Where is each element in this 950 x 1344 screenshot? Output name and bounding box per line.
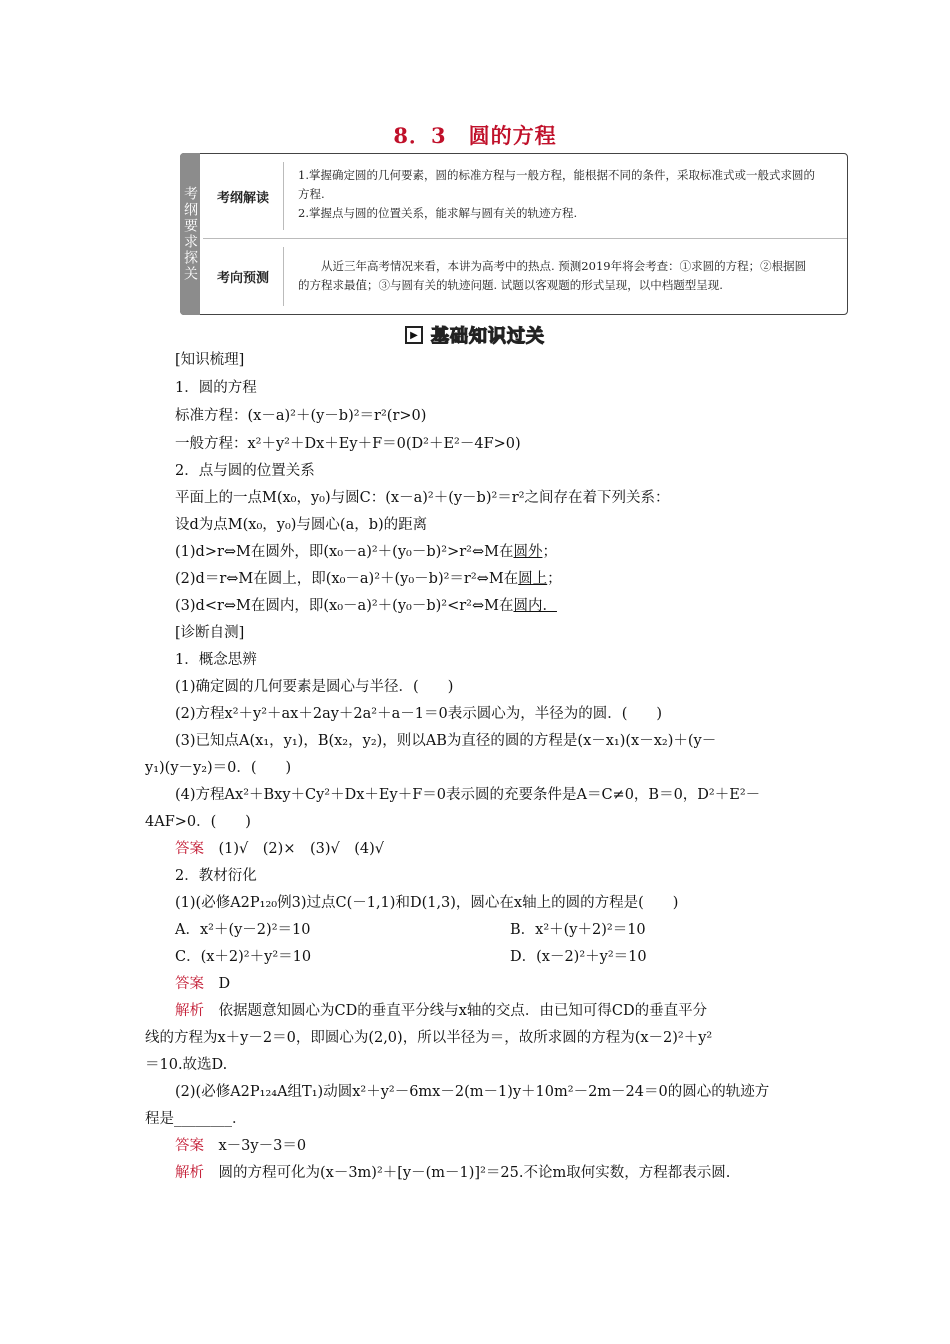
text-line: 设d为点M(x₀，y₀)与圆心(a，b)的距离 xyxy=(175,517,428,533)
analysis-label: 解析 xyxy=(175,1003,204,1019)
heading: 2．点与圆的位置关系 xyxy=(175,463,315,479)
forecast-row xyxy=(203,239,847,314)
text-span: ； xyxy=(542,544,557,560)
text-line: 4AF>0．( ) xyxy=(145,814,251,830)
row-label: 考纲解读 xyxy=(203,162,284,230)
analysis-line xyxy=(145,998,815,1025)
text-span: (2)d＝r⇔M在圆上，即(x₀－a)²＋(y₀－b)²＝r²⇔M在 xyxy=(175,571,519,587)
analysis-text: 圆的方程可化为(x－3m)²＋[y－(m－1)]²＝25.不论m取何实数，方程都表示圆. xyxy=(218,1165,731,1181)
heading: 1．圆的方程 xyxy=(175,380,257,396)
answer-line xyxy=(145,836,815,863)
blank-answer: 圆外 xyxy=(513,544,543,560)
text-line: (1)(必修A2P₁₂₀例3)过点C(－1,1)和D(1,3)，圆心在x轴上的圆的方程是( ) xyxy=(175,895,679,911)
text-line: 程是________． xyxy=(145,1111,247,1127)
answer-text: x－3y－3＝0 xyxy=(218,1138,307,1154)
answer-text: D xyxy=(218,976,231,992)
text-line: ＝10.故选D. xyxy=(145,1057,228,1073)
answer-label: 答案 xyxy=(175,841,204,857)
answer-line xyxy=(145,971,815,998)
text-line: y₁)(y－y₂)＝0．( ) xyxy=(145,760,292,776)
main-content xyxy=(145,346,815,1187)
text-line xyxy=(145,593,815,620)
row-line: 1.掌握确定圆的几何要素，圆的标准方程与一般方程，能根据不同的条件，采取标准式或一般式求圆的 xyxy=(298,168,815,182)
options-row xyxy=(145,917,815,944)
row-text xyxy=(284,239,847,314)
text-line xyxy=(145,566,815,593)
answer-text: (1)√ (2)× (3)√ (4)√ xyxy=(218,841,385,857)
text-line: (4)方程Ax²＋Bxy＋Cy²＋Dx＋Ey＋F＝0表示圆的充要条件是A＝C≠0，B＝0，D²＋E²－ xyxy=(175,787,761,803)
text-line: (2)方程x²＋y²＋ax＋2ay＋2a²＋a－1＝0表示圆心为，半径为的圆．( ) xyxy=(175,706,663,722)
answer-label: 答案 xyxy=(175,1138,204,1154)
text-line: 线的方程为x＋y－2＝0，即圆心为(2,0)，所以半径为＝，故所求圆的方程为(x－2)²＋y² xyxy=(145,1030,713,1046)
section-label: [知识梳理] xyxy=(175,352,245,368)
option-d: D．(x－2)²＋y²＝10 xyxy=(510,949,647,965)
text-line: (1)确定圆的几何要素是圆心与半径．( ) xyxy=(175,679,454,695)
text-span: ； xyxy=(547,571,562,587)
row-line: 的方程求最值；③与圆有关的轨迹问题. 试题以客观题的形式呈现，以中档题型呈现. xyxy=(298,277,723,292)
banner-text: 基础知识过关 xyxy=(431,326,545,347)
section-banner xyxy=(0,322,950,348)
answer-line xyxy=(145,1133,815,1160)
blank-answer: 圆上 xyxy=(518,571,548,587)
exam-outline-box xyxy=(180,153,848,315)
section-label: [诊断自测] xyxy=(175,625,245,641)
text-line: 标准方程：(x－a)²＋(y－b)²＝r²(r>0) xyxy=(175,408,427,424)
text-span: (1)d>r⇔M在圆外，即(x₀－a)²＋(y₀－b)²>r²⇔M在 xyxy=(175,544,514,560)
row-label: 考向预测 xyxy=(203,247,284,306)
analysis-text: 依据题意知圆心为CD的垂直平分线与x轴的交点．由已知可得CD的垂直平分 xyxy=(218,1003,708,1019)
text-line: (2)(必修A2P₁₂₄A组T₁)动圆x²＋y²－6mx－2(m－1)y＋10m²－2m－24＝0的圆心的轨迹方 xyxy=(175,1084,770,1100)
text-span: (3)d<r⇔M在圆内，即(x₀－a)²＋(y₀－b)²<r²⇔M在 xyxy=(175,598,514,614)
heading: 2．教材衍化 xyxy=(175,868,257,884)
answer-label: 答案 xyxy=(175,976,204,992)
row-line: 2.掌握点与圆的位置关系，能求解与圆有关的轨迹方程. xyxy=(298,206,578,220)
text-line xyxy=(145,539,815,566)
play-icon: ▶ xyxy=(405,326,423,344)
page-title: 8．3 圆的方程 xyxy=(393,123,557,148)
heading: 1．概念思辨 xyxy=(175,652,257,668)
option-c: C．(x＋2)²＋y²＝10 xyxy=(175,949,312,965)
option-b: B．x²＋(y＋2)²＝10 xyxy=(510,922,646,938)
text-line: (3)已知点A(x₁，y₁)，B(x₂，y₂)，则以AB为直径的圆的方程是(x－x₁)(x－x₂)＋(y－ xyxy=(175,733,717,749)
row-text xyxy=(284,154,847,238)
options-row xyxy=(145,944,815,971)
text-line: 平面上的一点M(x₀，y₀)与圆C：(x－a)²＋(y－b)²＝r²之间存在着下列关系： xyxy=(175,490,670,506)
analysis-line xyxy=(145,1160,815,1187)
option-a: A．x²＋(y－2)²＝10 xyxy=(175,922,311,938)
blank-answer: 圆内． xyxy=(513,598,557,614)
outline-row xyxy=(203,154,847,239)
row-line: 从近三年高考情况来看，本讲为高考中的热点. 预测2019年将会考查：①求圆的方程；②根据圆 xyxy=(321,258,807,273)
text-line: 一般方程：x²＋y²＋Dx＋Ey＋F＝0(D²＋E²－4F>0) xyxy=(175,436,521,452)
side-label: 考纲要求探关 xyxy=(180,153,200,315)
row-line: 方程. xyxy=(298,187,325,201)
analysis-label: 解析 xyxy=(175,1165,204,1181)
